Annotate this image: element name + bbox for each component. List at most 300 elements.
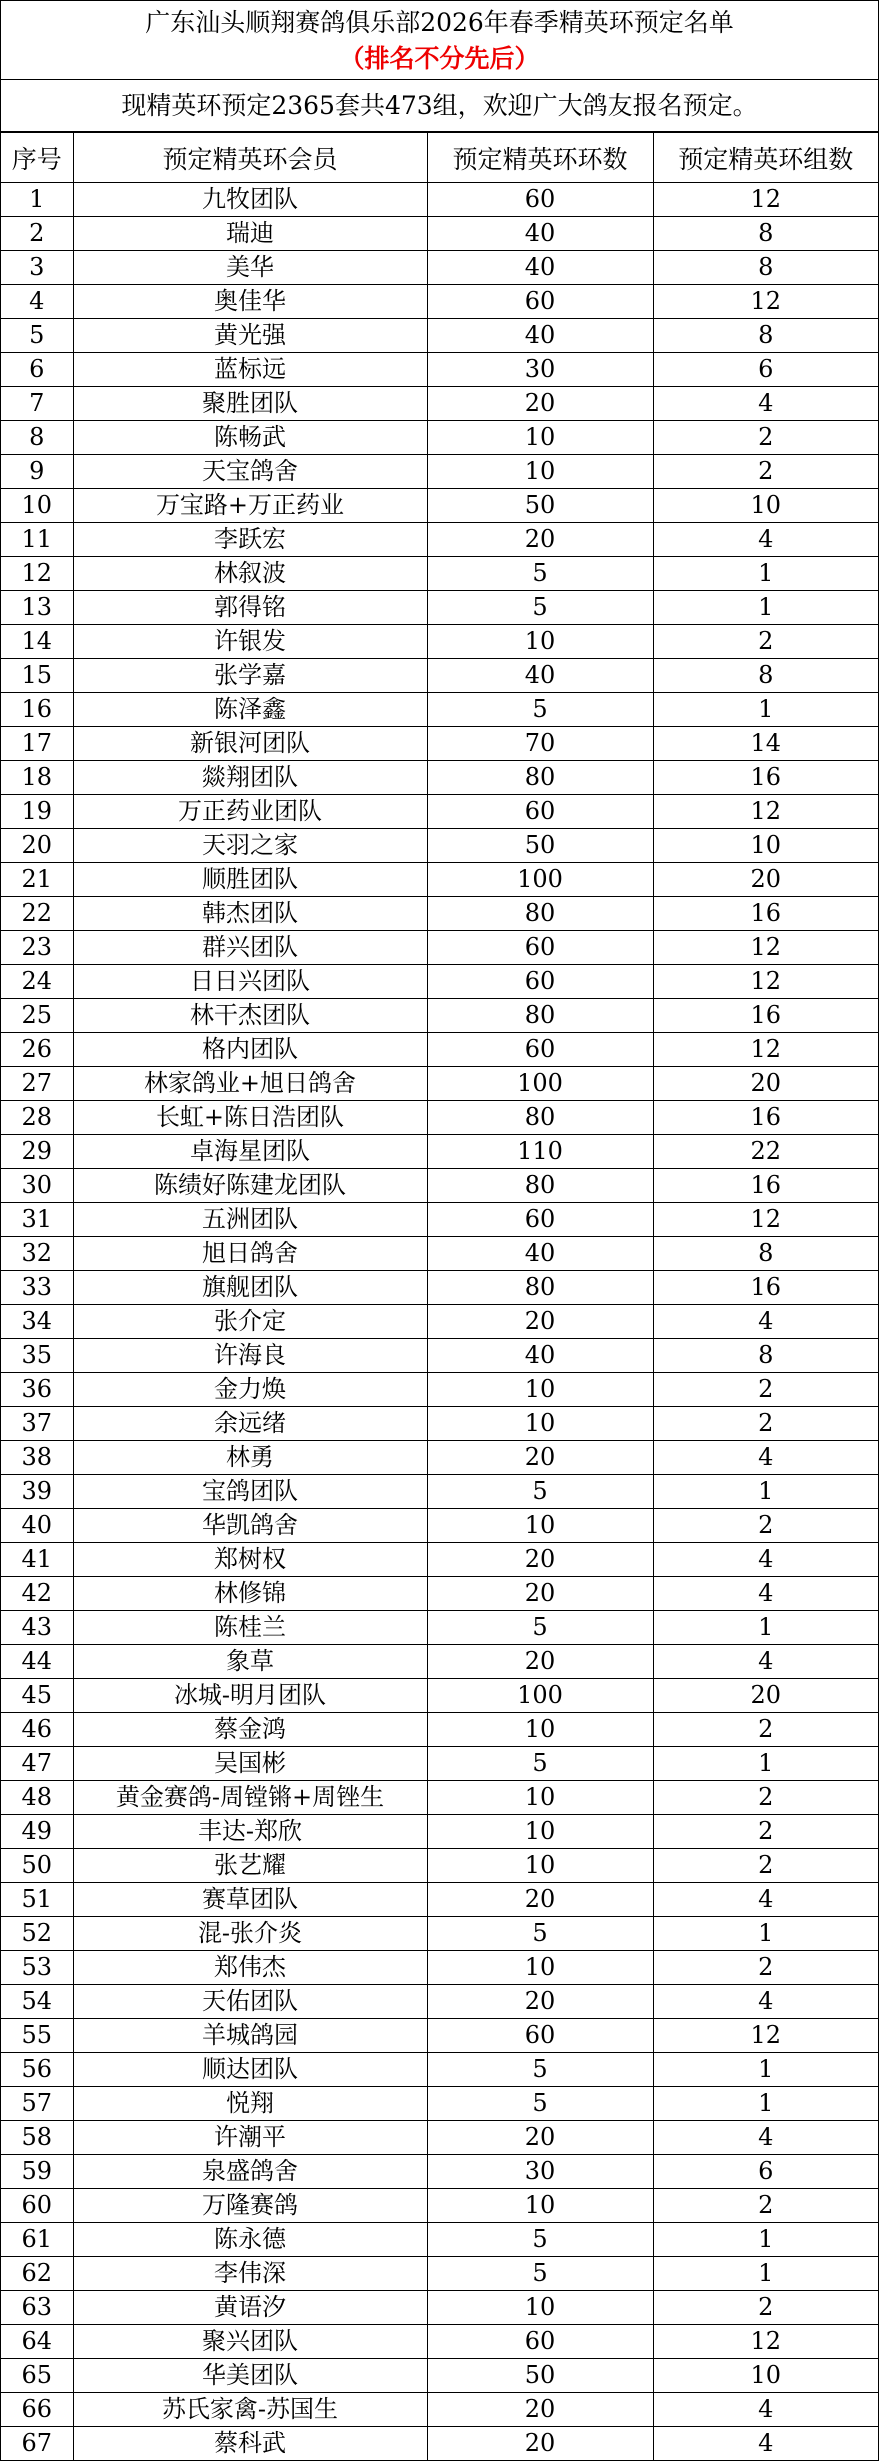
cell-index: 38 bbox=[1, 1441, 73, 1475]
table-row bbox=[1, 1577, 878, 1611]
cell-index: 63 bbox=[1, 2291, 73, 2325]
cell-index: 65 bbox=[1, 2359, 73, 2393]
cell-member: 宝鸽团队 bbox=[73, 1475, 427, 1509]
cell-group-count: 12 bbox=[653, 2019, 878, 2053]
cell-index: 9 bbox=[1, 455, 73, 489]
cell-ring-count: 100 bbox=[427, 863, 653, 897]
cell-index: 29 bbox=[1, 1135, 73, 1169]
cell-group-count: 2 bbox=[653, 1373, 878, 1407]
cell-group-count: 1 bbox=[653, 2087, 878, 2121]
cell-member: 郭得铭 bbox=[73, 591, 427, 625]
cell-ring-count: 110 bbox=[427, 1135, 653, 1169]
cell-index: 4 bbox=[1, 285, 73, 319]
cell-ring-count: 5 bbox=[427, 557, 653, 591]
cell-ring-count: 5 bbox=[427, 2087, 653, 2121]
cell-index: 47 bbox=[1, 1747, 73, 1781]
table-row bbox=[1, 455, 878, 489]
cell-group-count: 1 bbox=[653, 2257, 878, 2291]
cell-member: 燚翔团队 bbox=[73, 761, 427, 795]
cell-ring-count: 5 bbox=[427, 1611, 653, 1645]
table-row bbox=[1, 1543, 878, 1577]
cell-ring-count: 10 bbox=[427, 1373, 653, 1407]
cell-group-count: 16 bbox=[653, 999, 878, 1033]
cell-ring-count: 10 bbox=[427, 1781, 653, 1815]
cell-ring-count: 20 bbox=[427, 1985, 653, 2019]
cell-member: 泉盛鸽舍 bbox=[73, 2155, 427, 2189]
table-header-row bbox=[1, 133, 878, 183]
cell-member: 陈畅武 bbox=[73, 421, 427, 455]
cell-ring-count: 40 bbox=[427, 659, 653, 693]
cell-group-count: 14 bbox=[653, 727, 878, 761]
cell-index: 26 bbox=[1, 1033, 73, 1067]
table-row bbox=[1, 251, 878, 285]
cell-ring-count: 20 bbox=[427, 1305, 653, 1339]
cell-member: 余远绪 bbox=[73, 1407, 427, 1441]
cell-group-count: 2 bbox=[653, 1951, 878, 1985]
table-row bbox=[1, 353, 878, 387]
cell-group-count: 4 bbox=[653, 1305, 878, 1339]
cell-group-count: 2 bbox=[653, 625, 878, 659]
cell-member: 陈泽鑫 bbox=[73, 693, 427, 727]
cell-member: 苏氏家禽-苏国生 bbox=[73, 2393, 427, 2427]
cell-group-count: 8 bbox=[653, 1237, 878, 1271]
cell-index: 59 bbox=[1, 2155, 73, 2189]
cell-index: 10 bbox=[1, 489, 73, 523]
cell-member: 卓海星团队 bbox=[73, 1135, 427, 1169]
cell-group-count: 12 bbox=[653, 285, 878, 319]
cell-ring-count: 20 bbox=[427, 1543, 653, 1577]
cell-member: 万宝路+万正药业 bbox=[73, 489, 427, 523]
cell-member: 黄金赛鸽-周镗锵+周锉生 bbox=[73, 1781, 427, 1815]
table-row bbox=[1, 1203, 878, 1237]
cell-member: 张艺耀 bbox=[73, 1849, 427, 1883]
cell-group-count: 1 bbox=[653, 557, 878, 591]
cell-ring-count: 60 bbox=[427, 285, 653, 319]
table-row bbox=[1, 931, 878, 965]
cell-member: 李跃宏 bbox=[73, 523, 427, 557]
cell-member: 蓝标远 bbox=[73, 353, 427, 387]
cell-ring-count: 20 bbox=[427, 387, 653, 421]
cell-group-count: 2 bbox=[653, 2189, 878, 2223]
cell-group-count: 4 bbox=[653, 1985, 878, 2019]
table-row bbox=[1, 761, 878, 795]
cell-member: 郑伟杰 bbox=[73, 1951, 427, 1985]
table-row bbox=[1, 1271, 878, 1305]
cell-member: 华凯鸽舍 bbox=[73, 1509, 427, 1543]
table-row bbox=[1, 1645, 878, 1679]
table-row bbox=[1, 2325, 878, 2359]
table-row bbox=[1, 829, 878, 863]
cell-member: 群兴团队 bbox=[73, 931, 427, 965]
cell-member: 天佑团队 bbox=[73, 1985, 427, 2019]
cell-group-count: 4 bbox=[653, 2121, 878, 2155]
table-row bbox=[1, 1101, 878, 1135]
cell-member: 张学嘉 bbox=[73, 659, 427, 693]
table-row bbox=[1, 421, 878, 455]
cell-group-count: 2 bbox=[653, 2291, 878, 2325]
table-row bbox=[1, 2257, 878, 2291]
cell-ring-count: 80 bbox=[427, 1271, 653, 1305]
cell-index: 40 bbox=[1, 1509, 73, 1543]
cell-group-count: 8 bbox=[653, 1339, 878, 1373]
cell-index: 6 bbox=[1, 353, 73, 387]
table-row bbox=[1, 387, 878, 421]
cell-ring-count: 10 bbox=[427, 455, 653, 489]
cell-ring-count: 10 bbox=[427, 2189, 653, 2223]
cell-group-count: 6 bbox=[653, 353, 878, 387]
cell-member: 张介定 bbox=[73, 1305, 427, 1339]
cell-member: 黄光强 bbox=[73, 319, 427, 353]
cell-index: 66 bbox=[1, 2393, 73, 2427]
cell-member: 混-张介炎 bbox=[73, 1917, 427, 1951]
cell-index: 62 bbox=[1, 2257, 73, 2291]
cell-index: 34 bbox=[1, 1305, 73, 1339]
cell-group-count: 12 bbox=[653, 2325, 878, 2359]
cell-index: 7 bbox=[1, 387, 73, 421]
cell-member: 林叙波 bbox=[73, 557, 427, 591]
cell-group-count: 1 bbox=[653, 591, 878, 625]
cell-ring-count: 5 bbox=[427, 2053, 653, 2087]
cell-group-count: 16 bbox=[653, 1271, 878, 1305]
cell-index: 17 bbox=[1, 727, 73, 761]
table-row bbox=[1, 2121, 878, 2155]
table-row bbox=[1, 1441, 878, 1475]
cell-group-count: 2 bbox=[653, 455, 878, 489]
cell-group-count: 10 bbox=[653, 829, 878, 863]
cell-ring-count: 20 bbox=[427, 2427, 653, 2461]
cell-index: 64 bbox=[1, 2325, 73, 2359]
cell-index: 54 bbox=[1, 1985, 73, 2019]
cell-ring-count: 60 bbox=[427, 795, 653, 829]
table-row bbox=[1, 1679, 878, 1713]
table-row bbox=[1, 217, 878, 251]
cell-ring-count: 10 bbox=[427, 625, 653, 659]
table-row bbox=[1, 1407, 878, 1441]
cell-ring-count: 50 bbox=[427, 829, 653, 863]
table-row bbox=[1, 897, 878, 931]
cell-member: 聚兴团队 bbox=[73, 2325, 427, 2359]
table-row bbox=[1, 999, 878, 1033]
cell-ring-count: 80 bbox=[427, 897, 653, 931]
cell-group-count: 4 bbox=[653, 2427, 878, 2461]
table-row bbox=[1, 489, 878, 523]
cell-ring-count: 10 bbox=[427, 421, 653, 455]
cell-index: 61 bbox=[1, 2223, 73, 2257]
cell-member: 万正药业团队 bbox=[73, 795, 427, 829]
cell-member: 许海良 bbox=[73, 1339, 427, 1373]
table-row bbox=[1, 625, 878, 659]
cell-ring-count: 40 bbox=[427, 1237, 653, 1271]
table-row bbox=[1, 863, 878, 897]
cell-member: 陈绩好陈建龙团队 bbox=[73, 1169, 427, 1203]
cell-ring-count: 40 bbox=[427, 319, 653, 353]
table-row bbox=[1, 1169, 878, 1203]
cell-group-count: 10 bbox=[653, 489, 878, 523]
cell-ring-count: 60 bbox=[427, 2019, 653, 2053]
cell-index: 51 bbox=[1, 1883, 73, 1917]
cell-group-count: 12 bbox=[653, 931, 878, 965]
column-header-ring-count: 预定精英环环数 bbox=[427, 133, 653, 183]
cell-index: 27 bbox=[1, 1067, 73, 1101]
table-row bbox=[1, 1713, 878, 1747]
cell-index: 19 bbox=[1, 795, 73, 829]
cell-group-count: 12 bbox=[653, 965, 878, 999]
cell-ring-count: 40 bbox=[427, 1339, 653, 1373]
cell-group-count: 2 bbox=[653, 1407, 878, 1441]
cell-member: 蔡科武 bbox=[73, 2427, 427, 2461]
cell-group-count: 12 bbox=[653, 1203, 878, 1237]
cell-member: 林修锦 bbox=[73, 1577, 427, 1611]
cell-ring-count: 10 bbox=[427, 2291, 653, 2325]
table-row bbox=[1, 1951, 878, 1985]
cell-index: 50 bbox=[1, 1849, 73, 1883]
cell-index: 22 bbox=[1, 897, 73, 931]
notice-text: 现精英环预定2365套共473组，欢迎广大鸽友报名预定。 bbox=[1, 80, 878, 132]
cell-ring-count: 40 bbox=[427, 217, 653, 251]
table-row bbox=[1, 591, 878, 625]
cell-member: 日日兴团队 bbox=[73, 965, 427, 999]
table-row bbox=[1, 2155, 878, 2189]
cell-member: 长虹+陈日浩团队 bbox=[73, 1101, 427, 1135]
table-row bbox=[1, 1067, 878, 1101]
cell-ring-count: 10 bbox=[427, 1509, 653, 1543]
page-title: 广东汕头顺翔赛鸽俱乐部2026年春季精英环预定名单 bbox=[145, 8, 734, 37]
cell-group-count: 4 bbox=[653, 1883, 878, 1917]
table-row bbox=[1, 2291, 878, 2325]
table-row bbox=[1, 319, 878, 353]
cell-group-count: 2 bbox=[653, 1781, 878, 1815]
cell-index: 36 bbox=[1, 1373, 73, 1407]
cell-group-count: 1 bbox=[653, 1917, 878, 1951]
cell-member: 华美团队 bbox=[73, 2359, 427, 2393]
cell-member: 吴国彬 bbox=[73, 1747, 427, 1781]
cell-group-count: 8 bbox=[653, 251, 878, 285]
cell-ring-count: 80 bbox=[427, 1169, 653, 1203]
cell-group-count: 4 bbox=[653, 1645, 878, 1679]
cell-index: 67 bbox=[1, 2427, 73, 2461]
cell-index: 57 bbox=[1, 2087, 73, 2121]
cell-index: 49 bbox=[1, 1815, 73, 1849]
cell-index: 56 bbox=[1, 2053, 73, 2087]
cell-member: 聚胜团队 bbox=[73, 387, 427, 421]
cell-index: 46 bbox=[1, 1713, 73, 1747]
column-header-member: 预定精英环会员 bbox=[73, 133, 427, 183]
cell-ring-count: 30 bbox=[427, 353, 653, 387]
cell-ring-count: 80 bbox=[427, 999, 653, 1033]
cell-index: 31 bbox=[1, 1203, 73, 1237]
cell-group-count: 4 bbox=[653, 387, 878, 421]
cell-index: 24 bbox=[1, 965, 73, 999]
table-row bbox=[1, 2053, 878, 2087]
table-row bbox=[1, 1475, 878, 1509]
cell-member: 冰城-明月团队 bbox=[73, 1679, 427, 1713]
table-row bbox=[1, 2359, 878, 2393]
cell-group-count: 4 bbox=[653, 1543, 878, 1577]
cell-index: 44 bbox=[1, 1645, 73, 1679]
cell-index: 45 bbox=[1, 1679, 73, 1713]
cell-group-count: 1 bbox=[653, 1611, 878, 1645]
cell-member: 蔡金鸿 bbox=[73, 1713, 427, 1747]
cell-index: 42 bbox=[1, 1577, 73, 1611]
cell-group-count: 1 bbox=[653, 2053, 878, 2087]
cell-group-count: 12 bbox=[653, 795, 878, 829]
table-row bbox=[1, 2019, 878, 2053]
cell-group-count: 8 bbox=[653, 319, 878, 353]
cell-index: 12 bbox=[1, 557, 73, 591]
column-header-index: 序号 bbox=[1, 133, 73, 183]
table-row bbox=[1, 1917, 878, 1951]
cell-ring-count: 5 bbox=[427, 693, 653, 727]
cell-ring-count: 10 bbox=[427, 1951, 653, 1985]
table-row bbox=[1, 795, 878, 829]
table-row bbox=[1, 1339, 878, 1373]
cell-ring-count: 5 bbox=[427, 591, 653, 625]
cell-group-count: 20 bbox=[653, 1679, 878, 1713]
cell-ring-count: 20 bbox=[427, 2393, 653, 2427]
cell-ring-count: 5 bbox=[427, 1475, 653, 1509]
table-row bbox=[1, 285, 878, 319]
cell-index: 30 bbox=[1, 1169, 73, 1203]
cell-index: 32 bbox=[1, 1237, 73, 1271]
cell-member: 丰达-郑欣 bbox=[73, 1815, 427, 1849]
cell-member: 天羽之家 bbox=[73, 829, 427, 863]
cell-member: 林家鸽业+旭日鸽舍 bbox=[73, 1067, 427, 1101]
cell-ring-count: 60 bbox=[427, 1203, 653, 1237]
cell-member: 陈永德 bbox=[73, 2223, 427, 2257]
cell-group-count: 16 bbox=[653, 761, 878, 795]
cell-group-count: 16 bbox=[653, 1169, 878, 1203]
cell-group-count: 2 bbox=[653, 421, 878, 455]
cell-index: 53 bbox=[1, 1951, 73, 1985]
cell-index: 43 bbox=[1, 1611, 73, 1645]
cell-member: 郑树权 bbox=[73, 1543, 427, 1577]
cell-member: 李伟深 bbox=[73, 2257, 427, 2291]
reservation-table bbox=[1, 132, 878, 2461]
table-row bbox=[1, 523, 878, 557]
cell-index: 58 bbox=[1, 2121, 73, 2155]
table-row bbox=[1, 2087, 878, 2121]
table-row bbox=[1, 2223, 878, 2257]
cell-ring-count: 20 bbox=[427, 1577, 653, 1611]
cell-group-count: 10 bbox=[653, 2359, 878, 2393]
cell-index: 37 bbox=[1, 1407, 73, 1441]
cell-group-count: 1 bbox=[653, 1475, 878, 1509]
cell-ring-count: 20 bbox=[427, 1883, 653, 1917]
cell-ring-count: 20 bbox=[427, 523, 653, 557]
cell-index: 23 bbox=[1, 931, 73, 965]
cell-group-count: 2 bbox=[653, 1509, 878, 1543]
cell-group-count: 16 bbox=[653, 1101, 878, 1135]
cell-ring-count: 5 bbox=[427, 2257, 653, 2291]
cell-member: 格内团队 bbox=[73, 1033, 427, 1067]
cell-ring-count: 80 bbox=[427, 1101, 653, 1135]
cell-ring-count: 10 bbox=[427, 1713, 653, 1747]
cell-index: 21 bbox=[1, 863, 73, 897]
cell-index: 18 bbox=[1, 761, 73, 795]
table-row bbox=[1, 1611, 878, 1645]
cell-ring-count: 20 bbox=[427, 2121, 653, 2155]
table-row bbox=[1, 1373, 878, 1407]
cell-group-count: 4 bbox=[653, 2393, 878, 2427]
cell-ring-count: 20 bbox=[427, 1645, 653, 1679]
cell-group-count: 1 bbox=[653, 2223, 878, 2257]
cell-ring-count: 5 bbox=[427, 1747, 653, 1781]
table-row bbox=[1, 1305, 878, 1339]
cell-group-count: 2 bbox=[653, 1849, 878, 1883]
cell-index: 8 bbox=[1, 421, 73, 455]
cell-member: 顺达团队 bbox=[73, 2053, 427, 2087]
cell-ring-count: 60 bbox=[427, 965, 653, 999]
table-row bbox=[1, 659, 878, 693]
column-header-group-count: 预定精英环组数 bbox=[653, 133, 878, 183]
table-row bbox=[1, 2189, 878, 2223]
cell-group-count: 20 bbox=[653, 863, 878, 897]
table-row bbox=[1, 1781, 878, 1815]
table-row bbox=[1, 557, 878, 591]
table-row bbox=[1, 1033, 878, 1067]
cell-ring-count: 10 bbox=[427, 1815, 653, 1849]
cell-group-count: 8 bbox=[653, 659, 878, 693]
cell-member: 悦翔 bbox=[73, 2087, 427, 2121]
cell-member: 许潮平 bbox=[73, 2121, 427, 2155]
cell-group-count: 4 bbox=[653, 1577, 878, 1611]
cell-index: 11 bbox=[1, 523, 73, 557]
cell-index: 39 bbox=[1, 1475, 73, 1509]
cell-member: 五洲团队 bbox=[73, 1203, 427, 1237]
cell-index: 1 bbox=[1, 183, 73, 217]
cell-group-count: 2 bbox=[653, 1713, 878, 1747]
cell-index: 5 bbox=[1, 319, 73, 353]
cell-member: 万隆赛鸽 bbox=[73, 2189, 427, 2223]
cell-group-count: 4 bbox=[653, 1441, 878, 1475]
cell-member: 美华 bbox=[73, 251, 427, 285]
cell-index: 41 bbox=[1, 1543, 73, 1577]
table-row bbox=[1, 693, 878, 727]
cell-group-count: 12 bbox=[653, 183, 878, 217]
table-row bbox=[1, 1747, 878, 1781]
cell-group-count: 22 bbox=[653, 1135, 878, 1169]
cell-member: 奥佳华 bbox=[73, 285, 427, 319]
table-row bbox=[1, 965, 878, 999]
cell-ring-count: 100 bbox=[427, 1679, 653, 1713]
cell-index: 35 bbox=[1, 1339, 73, 1373]
table-row bbox=[1, 1985, 878, 2019]
cell-index: 28 bbox=[1, 1101, 73, 1135]
cell-group-count: 8 bbox=[653, 217, 878, 251]
cell-member: 陈桂兰 bbox=[73, 1611, 427, 1645]
cell-index: 20 bbox=[1, 829, 73, 863]
cell-group-count: 6 bbox=[653, 2155, 878, 2189]
cell-index: 25 bbox=[1, 999, 73, 1033]
table-row bbox=[1, 1849, 878, 1883]
cell-index: 15 bbox=[1, 659, 73, 693]
cell-index: 55 bbox=[1, 2019, 73, 2053]
page-subtitle: （排名不分先后） bbox=[339, 44, 540, 73]
cell-index: 60 bbox=[1, 2189, 73, 2223]
table-row bbox=[1, 2427, 878, 2461]
cell-ring-count: 30 bbox=[427, 2155, 653, 2189]
cell-member: 象草 bbox=[73, 1645, 427, 1679]
cell-group-count: 2 bbox=[653, 1815, 878, 1849]
cell-group-count: 4 bbox=[653, 523, 878, 557]
cell-ring-count: 5 bbox=[427, 2223, 653, 2257]
table-row bbox=[1, 2393, 878, 2427]
cell-ring-count: 60 bbox=[427, 2325, 653, 2359]
cell-index: 16 bbox=[1, 693, 73, 727]
cell-member: 林干杰团队 bbox=[73, 999, 427, 1033]
cell-member: 许银发 bbox=[73, 625, 427, 659]
table-row bbox=[1, 1237, 878, 1271]
